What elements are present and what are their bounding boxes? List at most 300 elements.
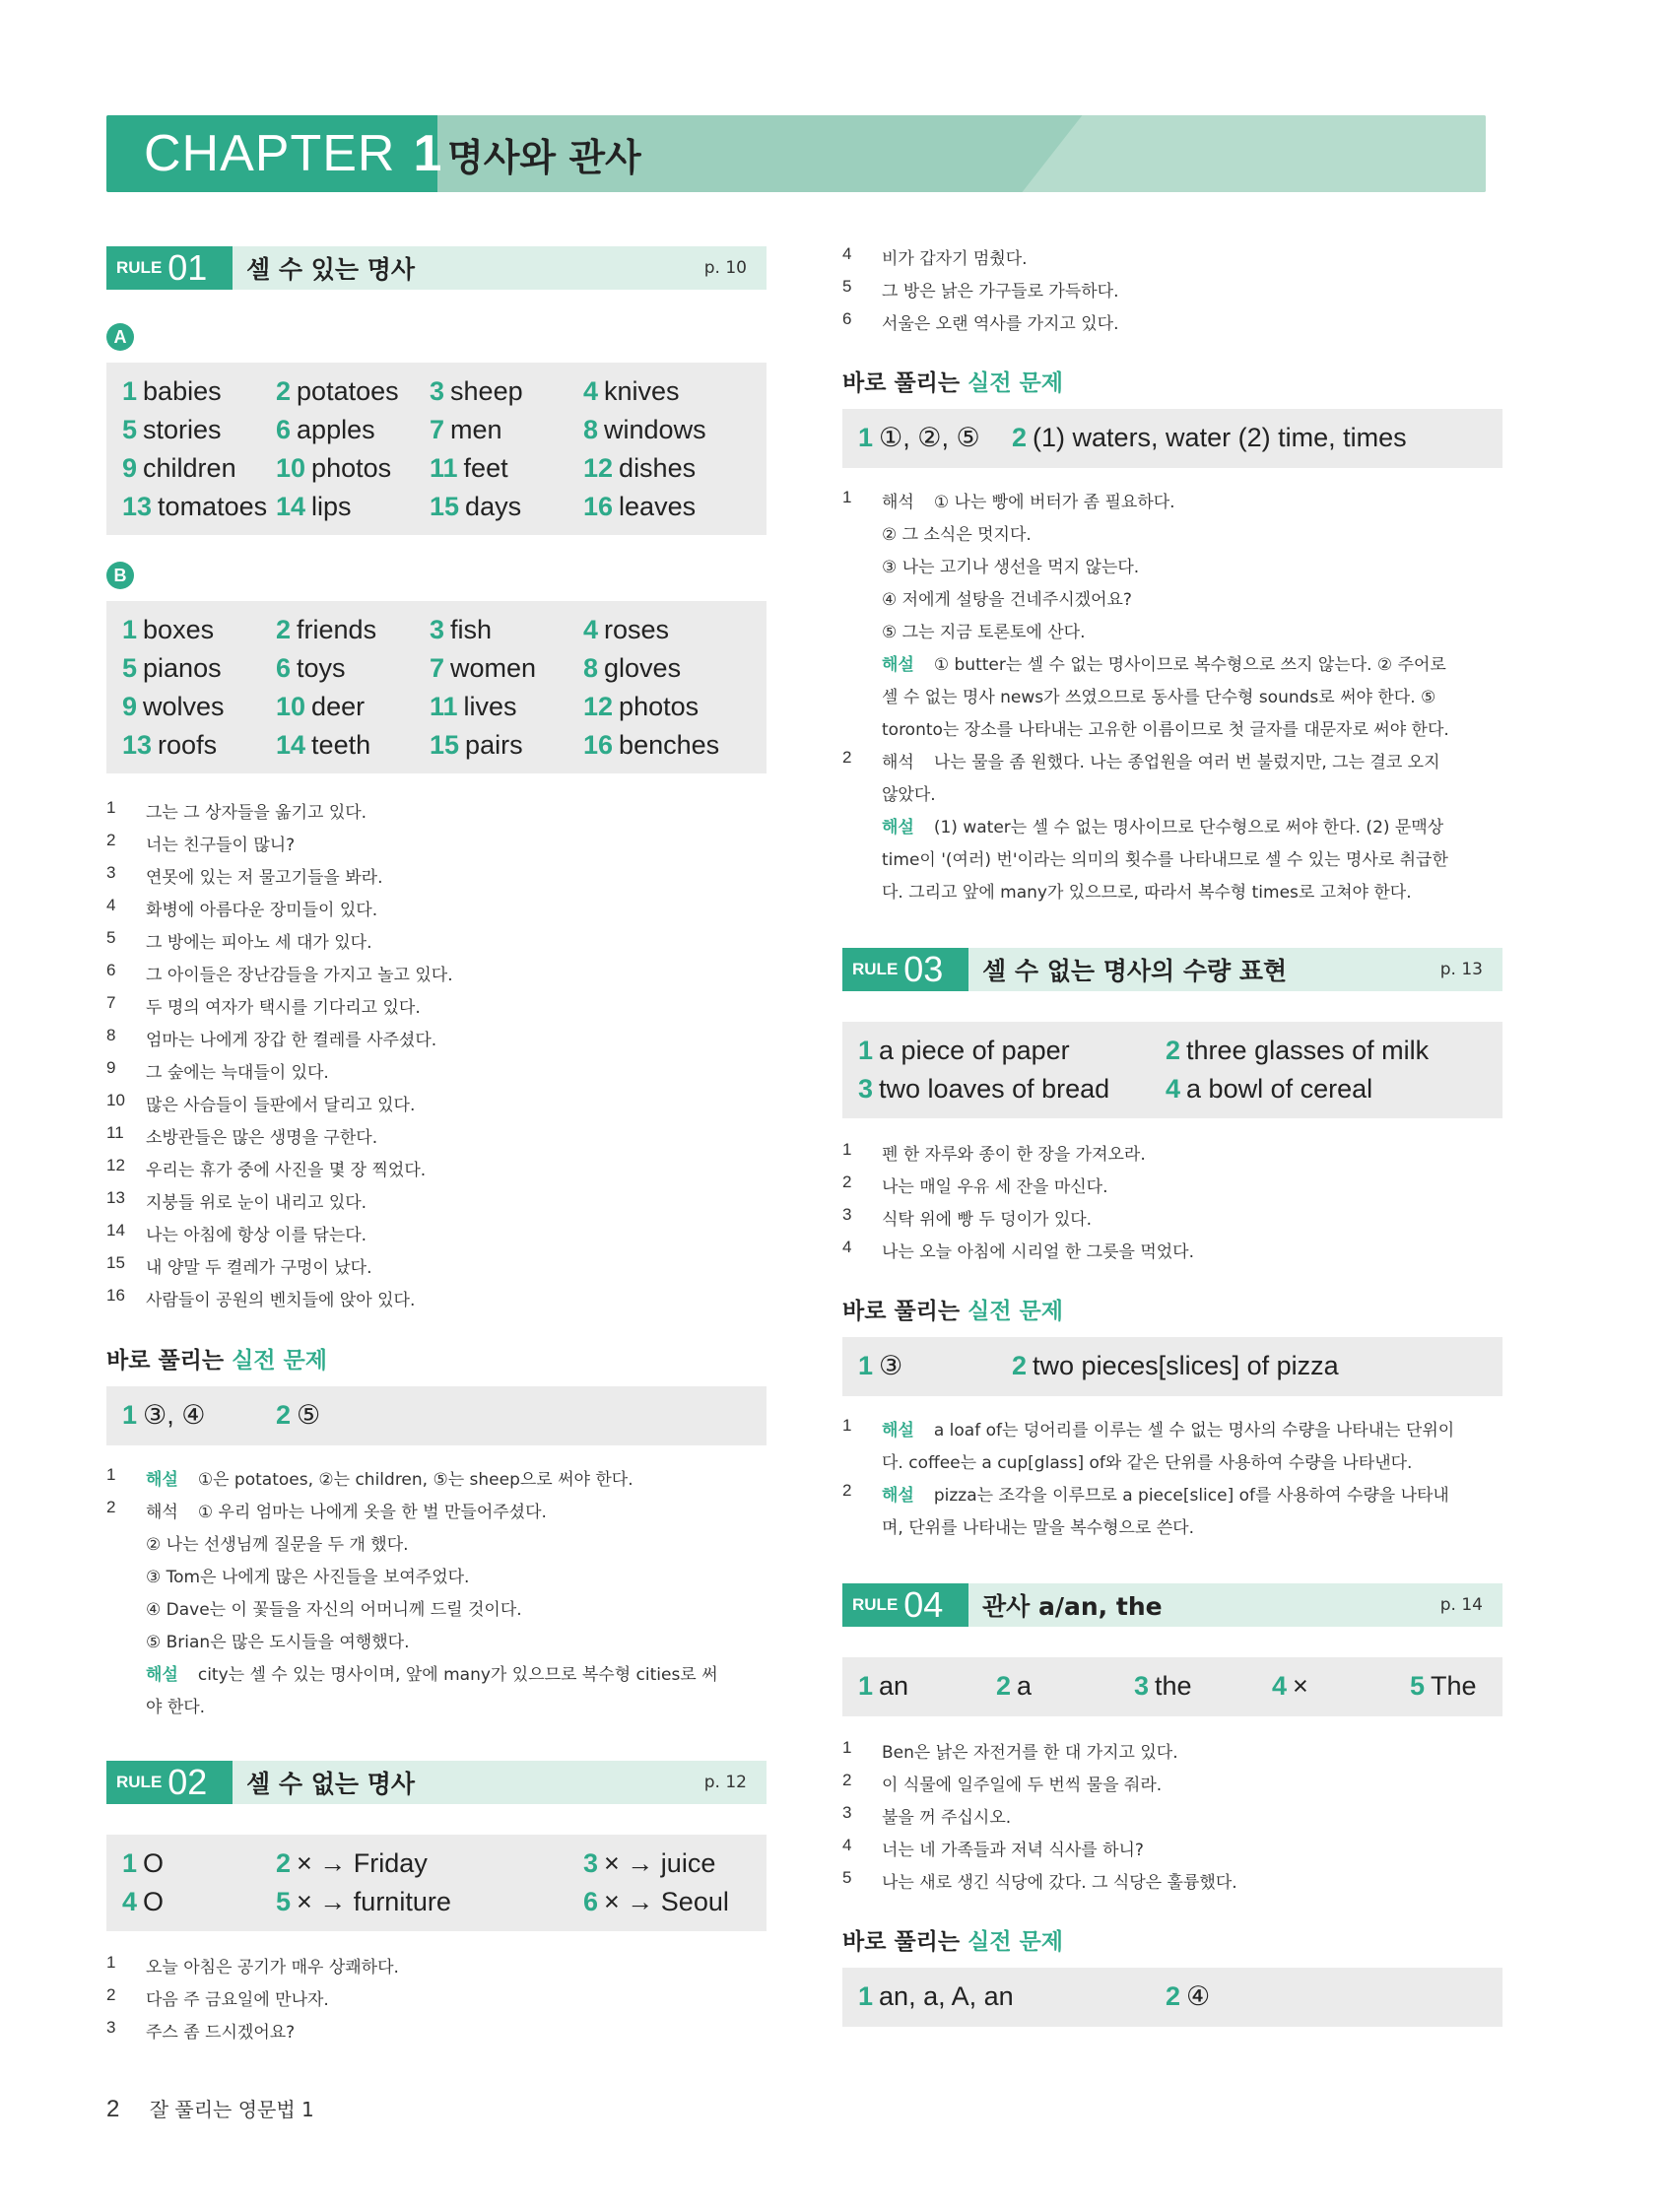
item-number: 12 [106, 1156, 125, 1174]
answer-text: ③, ④ [143, 1400, 206, 1430]
item-number: 3 [842, 1803, 852, 1822]
answer-text: toys [297, 653, 346, 683]
item-sentence: ①은 potatoes, ②는 children, ⑤는 sheep으로 써야 한다. [197, 1470, 634, 1490]
answer-text: three glasses of milk [1186, 1036, 1430, 1065]
answer-number: 2 [1166, 1981, 1181, 2011]
answer-text: pianos [143, 653, 222, 683]
answer-text: children [143, 453, 236, 483]
section-a-marker: A [106, 323, 134, 351]
item-sentence: 나는 물을 좀 원했다. 나는 종업원을 여러 번 불렀지만, 그는 결코 오지 [933, 753, 1440, 772]
item-sentence: ① 나는 빵에 버터가 좀 필요하다. [933, 493, 1175, 512]
answer-text: feet [463, 453, 508, 483]
answer-text: × → juice [604, 1848, 716, 1878]
answer-text: × → Friday [297, 1848, 428, 1878]
answer-number: 14 [276, 730, 306, 760]
rule-04-header [842, 1583, 1502, 1627]
answer-number: 3 [430, 376, 445, 406]
item-text: 지붕들 위로 눈이 내리고 있다. [146, 1193, 367, 1213]
answer-item [276, 692, 365, 722]
answer-number: 8 [583, 415, 599, 444]
chapter-number: 1 [413, 125, 442, 182]
practice-highlight: 실전 문제 [967, 1299, 1063, 1324]
answer-number: 5 [1410, 1671, 1426, 1701]
answer-number: 13 [122, 492, 153, 521]
answer-item [430, 453, 508, 484]
page-footer [106, 2094, 314, 2123]
rule-number: 01 [167, 247, 208, 288]
item-number: 2 [842, 1771, 852, 1789]
answer-number: 11 [430, 692, 458, 721]
answer-number: 14 [276, 492, 306, 521]
item-text [882, 780, 936, 805]
item-text [882, 1513, 1194, 1538]
item-text: 내 양말 두 켤레가 구멍이 났다. [146, 1258, 372, 1278]
item-text: 이 식물에 일주일에 두 번씩 물을 줘라. [882, 1776, 1163, 1795]
answer-text: tomatoes [158, 492, 268, 521]
answer-item [430, 692, 517, 722]
rule-badge [842, 1583, 968, 1627]
answer-text: photos [311, 453, 392, 483]
rule-number: 04 [903, 1584, 944, 1625]
answer-number: 1 [858, 1981, 874, 2011]
item-number: 2 [842, 1173, 852, 1191]
practice-1-title [106, 1342, 327, 1374]
answer-item [430, 615, 492, 645]
answer-text: O [143, 1848, 165, 1878]
answer-item [583, 1887, 729, 1917]
answer-text: photos [619, 692, 700, 721]
answer-number: 7 [430, 415, 445, 444]
answer-number: 4 [583, 615, 599, 644]
answer-number: 4 [1272, 1671, 1288, 1701]
item-text: 많은 사슴들이 들판에서 달리고 있다. [146, 1096, 416, 1115]
answer-number: 12 [583, 692, 614, 721]
practice-3-title [842, 1293, 1063, 1325]
item-sentence: ⑤ 그는 지금 토론토에 산다. [882, 623, 1086, 642]
answer-item [276, 1400, 320, 1431]
item-sentence: city는 셀 수 있는 명사이며, 앞에 many가 있으므로 복수형 cities로 써 [197, 1665, 718, 1685]
answer-text: a [1017, 1671, 1033, 1701]
item-text: 비가 갑자기 멈췄다. [882, 249, 1028, 269]
answer-item [122, 730, 217, 761]
answer-text: potatoes [297, 376, 399, 406]
item-text [146, 1693, 205, 1717]
item-sentence: ① 우리 엄마는 나에게 옷을 한 벌 만들어주셨다. [197, 1503, 547, 1522]
answer-text: teeth [311, 730, 371, 760]
answer-number: 2 [276, 615, 292, 644]
answer-item [122, 653, 222, 684]
answer-item [122, 415, 222, 445]
item-number: 14 [106, 1221, 125, 1240]
rule-title: 셀 수 없는 명사의 수량 표현 [982, 957, 1288, 985]
item-sentence: 야 한다. [146, 1698, 206, 1717]
answer-text: women [450, 653, 537, 683]
item-number: 4 [842, 1836, 852, 1854]
item-number: 5 [842, 277, 852, 296]
rule-number: 02 [167, 1762, 208, 1802]
chapter-label [106, 115, 442, 192]
item-number: 1 [842, 1140, 852, 1159]
answer-text: ③ [879, 1351, 903, 1380]
answer-text: a piece of paper [879, 1036, 1070, 1065]
item-sentence: 셀 수 없는 명사 news가 쓰였으므로 동사를 단수형 sounds로 써야 한다. ⑤ [882, 688, 1436, 707]
answer-text: × → furniture [297, 1887, 451, 1916]
item-text: 다음 주 금요일에 만나자. [146, 1990, 329, 2010]
item-number: 3 [842, 1205, 852, 1224]
answer-number: 16 [583, 730, 614, 760]
chapter-word: CHAPTER [144, 125, 396, 182]
item-number: 3 [106, 2018, 116, 2037]
answer-text: windows [604, 415, 706, 444]
practice-highlight: 실전 문제 [967, 370, 1063, 396]
item-number: 2 [842, 1481, 852, 1500]
item-number: 6 [842, 309, 852, 328]
practice-prefix: 바로 풀리는 [842, 1929, 968, 1955]
answer-number: 5 [276, 1887, 292, 1916]
answer-number: 4 [122, 1887, 138, 1916]
answer-text: a bowl of cereal [1186, 1074, 1373, 1104]
rule-page-ref: p. 12 [703, 1773, 747, 1792]
item-number: 1 [842, 1416, 852, 1435]
answer-number: 1 [122, 376, 138, 406]
item-number: 1 [106, 1465, 116, 1484]
item-text: 불을 꺼 주십시오. [882, 1808, 1012, 1828]
answer-number: 10 [276, 692, 306, 721]
answer-item [1134, 1671, 1192, 1702]
practice-1-answers [106, 1386, 767, 1445]
item-text [146, 1563, 469, 1587]
item-text: 나는 아침에 항상 이를 닦는다. [146, 1226, 367, 1245]
item-number: 10 [106, 1091, 125, 1109]
item-sentence: 않았다. [882, 785, 936, 805]
answer-text: lives [463, 692, 517, 721]
item-text: 그 숲에는 늑대들이 있다. [146, 1063, 329, 1083]
answer-number: 6 [276, 415, 292, 444]
item-text [882, 553, 1139, 577]
answer-number: 6 [583, 1887, 599, 1916]
item-text: 주스 좀 드시겠어요? [146, 2023, 296, 2043]
item-number: 9 [106, 1058, 116, 1077]
answer-text: The [1431, 1671, 1477, 1701]
item-number: 1 [842, 1738, 852, 1757]
answer-item [996, 1671, 1032, 1702]
answer-item [1272, 1671, 1308, 1702]
chapter-header [106, 115, 1486, 192]
answer-text: two loaves of bread [879, 1074, 1110, 1104]
answer-text: knives [604, 376, 680, 406]
item-number: 8 [106, 1026, 116, 1044]
item-number: 4 [106, 896, 116, 914]
answer-item [122, 453, 236, 484]
item-sentence: time이 '(여러) 번'이라는 의미의 횟수를 나타내므로 셀 수 있는 명사로 취급한 [882, 850, 1448, 870]
item-sentence: 다. 그리고 앞에 many가 있으므로, 따라서 복수형 times로 고쳐야 한다. [882, 883, 1412, 903]
item-sentence: ② 나는 선생님께 질문을 두 개 했다. [146, 1535, 409, 1555]
rule-title: 관사 a/an, the [982, 1592, 1163, 1621]
answer-item [583, 730, 719, 761]
answer-number: 15 [430, 492, 460, 521]
item-sentence: pizza는 조각을 이루므로 a piece[slice] of를 사용하여 수량을 나타내 [933, 1486, 1449, 1506]
answer-number: 1 [122, 1400, 138, 1430]
answer-item [1410, 1671, 1477, 1702]
answer-item [430, 730, 523, 761]
rule-page-ref: p. 14 [1439, 1595, 1483, 1615]
item-text [882, 650, 1446, 675]
item-number: 5 [842, 1868, 852, 1887]
answer-text: pairs [465, 730, 523, 760]
answer-item [276, 1887, 451, 1917]
answer-text: stories [143, 415, 222, 444]
answer-text: leaves [619, 492, 697, 521]
answer-text: × [1293, 1671, 1308, 1701]
answer-item [583, 453, 696, 484]
item-text [882, 585, 1132, 610]
item-number: 1 [106, 1953, 116, 1972]
answer-number: 5 [122, 653, 138, 683]
answer-item [122, 615, 214, 645]
answer-text: an [879, 1671, 909, 1701]
answer-number: 3 [583, 1848, 599, 1878]
answer-number: 2 [1012, 1351, 1028, 1380]
rule-02-header [106, 1761, 767, 1804]
answer-text: roses [604, 615, 670, 644]
rule-badge [106, 246, 233, 290]
answer-item [276, 492, 352, 522]
item-text [882, 1448, 1412, 1473]
item-text [882, 813, 1443, 838]
item-sentence: ② 그 소식은 멋지다. [882, 525, 1032, 545]
answer-text: dishes [619, 453, 697, 483]
explanation-label: 해설 [146, 1470, 178, 1490]
item-text: 나는 매일 우유 세 잔을 마신다. [882, 1177, 1108, 1197]
item-sentence: ④ 저에게 설탕을 건네주시겠어요? [882, 590, 1132, 610]
answer-item [583, 415, 706, 445]
answer-number: 2 [1012, 423, 1028, 452]
answer-item [858, 1036, 1070, 1066]
answer-text: days [465, 492, 522, 521]
book-title: 잘 풀리는 영문법 1 [149, 2098, 314, 2121]
answer-number: 9 [122, 692, 138, 721]
item-text: 오늘 아침은 공기가 매우 상쾌하다. [146, 1958, 399, 1977]
item-text: 너는 친구들이 많니? [146, 836, 296, 855]
answer-number: 2 [276, 376, 292, 406]
item-text [882, 683, 1435, 707]
item-number: 6 [106, 961, 116, 979]
section-b-marker: B [106, 562, 134, 589]
answer-text: ⑤ [297, 1400, 321, 1430]
item-text: 연못에 있는 저 물고기들을 봐라. [146, 868, 383, 888]
item-text: 펜 한 자루와 종이 한 장을 가져오라. [882, 1145, 1146, 1165]
item-number: 2 [106, 1498, 116, 1516]
item-text: 나는 오늘 아침에 시리얼 한 그릇을 먹었다. [882, 1242, 1195, 1262]
answer-text: apples [297, 415, 375, 444]
answer-item [858, 1671, 908, 1702]
item-text [146, 1660, 718, 1685]
item-sentence: 다. coffee는 a cup[glass] of와 같은 단위를 사용하여 수량을 나타낸다. [882, 1453, 1413, 1473]
explanation-label: 해설 [882, 655, 914, 675]
answer-text: an, a, A, an [879, 1981, 1014, 2011]
answer-text: gloves [604, 653, 682, 683]
answer-number: 9 [122, 453, 138, 483]
item-number: 4 [842, 1238, 852, 1256]
item-text [882, 618, 1085, 642]
rule-label: RULE [852, 960, 899, 978]
practice-highlight: 실전 문제 [967, 1929, 1063, 1955]
rule-01-header [106, 246, 767, 290]
item-sentence: ③ Tom은 나에게 많은 사진들을 보여주었다. [146, 1568, 470, 1587]
answer-item [122, 1400, 205, 1431]
answer-item [122, 1848, 164, 1879]
answer-item [583, 692, 699, 722]
rule-title: 셀 수 있는 명사 [246, 255, 416, 284]
answer-text: × → Seoul [604, 1887, 729, 1916]
answer-item [583, 615, 669, 645]
practice-prefix: 바로 풀리는 [842, 370, 968, 396]
rule-03-header [842, 948, 1502, 991]
item-text [146, 1465, 634, 1490]
answer-item [583, 376, 680, 407]
item-text: 사람들이 공원의 벤치들에 앉아 있다. [146, 1291, 416, 1310]
answer-number: 4 [583, 376, 599, 406]
answer-number: 1 [122, 615, 138, 644]
answer-text: sheep [450, 376, 523, 406]
answer-text: two pieces[slices] of pizza [1033, 1351, 1339, 1380]
answer-text: benches [619, 730, 720, 760]
answer-number: 2 [1166, 1036, 1181, 1065]
answer-item [122, 692, 225, 722]
answer-number: 4 [1166, 1074, 1181, 1104]
item-text [146, 1595, 522, 1620]
practice-highlight: 실전 문제 [232, 1348, 327, 1374]
item-text: 나는 새로 생긴 식당에 갔다. 그 식당은 훌륭했다. [882, 1873, 1237, 1893]
answer-number: 3 [858, 1074, 874, 1104]
answer-item [276, 615, 376, 645]
answer-item [430, 653, 536, 684]
item-text: 엄마는 나에게 장갑 한 켤레를 사주셨다. [146, 1031, 437, 1050]
answer-text: O [143, 1887, 165, 1916]
answer-text: lips [311, 492, 352, 521]
answer-item [858, 423, 980, 453]
item-number: 3 [106, 863, 116, 882]
item-text: 그 방은 낡은 가구들로 가득하다. [882, 282, 1119, 302]
item-text: 식탁 위에 빵 두 덩이가 있다. [882, 1210, 1093, 1230]
answer-text: (1) waters, water (2) time, times [1033, 423, 1407, 452]
item-text [146, 1498, 547, 1522]
item-text: Ben은 낡은 자전거를 한 대 가지고 있다. [882, 1743, 1178, 1763]
item-text [882, 1481, 1449, 1506]
explanation-label: 해설 [146, 1665, 178, 1685]
answer-number: 11 [430, 453, 458, 483]
item-text [882, 715, 1449, 740]
practice-2-title [842, 365, 1063, 397]
item-text: 소방관들은 많은 생명을 구한다. [146, 1128, 378, 1148]
item-sentence: ④ Dave는 이 꽃들을 자신의 어머니께 드릴 것이다. [146, 1600, 522, 1620]
answer-number: 1 [858, 423, 874, 452]
item-text [882, 1416, 1454, 1441]
answer-number: 7 [430, 653, 445, 683]
item-number: 15 [106, 1253, 125, 1272]
translation-label: 해석 [882, 753, 914, 772]
item-number: 2 [106, 831, 116, 849]
item-number: 1 [842, 488, 852, 506]
translation-label: 해석 [882, 493, 914, 512]
answer-item [1012, 423, 1407, 453]
answer-item [1166, 1981, 1210, 2012]
answer-text: babies [143, 376, 222, 406]
rule-label: RULE [116, 258, 163, 277]
item-sentence: ⑤ Brian은 많은 도시들을 여행했다. [146, 1633, 410, 1652]
answer-item [276, 376, 399, 407]
answer-number: 16 [583, 492, 614, 521]
item-number: 13 [106, 1188, 125, 1207]
item-sentence: ③ 나는 고기나 생선을 먹지 않는다. [882, 558, 1140, 577]
item-text: 그는 그 상자들을 옮기고 있다. [146, 803, 367, 823]
answer-number: 2 [276, 1400, 292, 1430]
item-text: 화병에 아름다운 장미들이 있다. [146, 901, 378, 920]
explanation-label: 해설 [882, 818, 914, 838]
answer-number: 3 [1134, 1671, 1150, 1701]
header-stripe [1023, 115, 1486, 192]
explanation-label: 해설 [882, 1421, 914, 1441]
answer-number: 1 [858, 1036, 874, 1065]
answer-number: 6 [276, 653, 292, 683]
practice-prefix: 바로 풀리는 [106, 1348, 233, 1374]
item-number: 5 [106, 928, 116, 947]
answer-number: 2 [996, 1671, 1012, 1701]
explanation-label: 해설 [882, 1486, 914, 1506]
answer-item [430, 415, 502, 445]
item-number: 16 [106, 1286, 125, 1305]
answer-number: 1 [858, 1671, 874, 1701]
answer-item [1166, 1036, 1429, 1066]
practice-prefix: 바로 풀리는 [842, 1299, 968, 1324]
answer-text: boxes [143, 615, 215, 644]
item-number: 2 [842, 748, 852, 767]
answer-item [276, 730, 370, 761]
item-sentence: (1) water는 셀 수 없는 명사이므로 단수형으로 써야 한다. (2) 문맥상 [933, 818, 1444, 838]
chapter-title: 명사와 관사 [447, 135, 641, 179]
item-sentence: 며, 단위를 나타내는 말을 복수형으로 쓴다. [882, 1518, 1195, 1538]
rule-label: RULE [116, 1773, 163, 1791]
item-sentence: ① butter는 셀 수 없는 명사이므로 복수형으로 쓰지 않는다. ② 주어로 [933, 655, 1446, 675]
item-text [882, 878, 1412, 903]
item-text [882, 520, 1032, 545]
answer-number: 2 [276, 1848, 292, 1878]
answer-text: friends [297, 615, 377, 644]
answer-item [1166, 1074, 1372, 1105]
rule-badge [842, 948, 968, 991]
answer-number: 13 [122, 730, 153, 760]
item-number: 11 [106, 1123, 124, 1142]
item-text: 그 아이들은 장난감들을 가지고 놀고 있다. [146, 966, 453, 985]
item-number: 2 [106, 1985, 116, 2004]
item-text: 그 방에는 피아노 세 대가 있다. [146, 933, 372, 953]
rule-title: 셀 수 없는 명사 [246, 1770, 416, 1798]
item-text [882, 845, 1448, 870]
answer-text: the [1155, 1671, 1192, 1701]
answer-text: ④ [1186, 1981, 1211, 2011]
item-number: 1 [106, 798, 116, 817]
answer-item [122, 376, 222, 407]
item-text: 서울은 오랜 역사를 가지고 있다. [882, 314, 1119, 334]
rule-label: RULE [852, 1595, 899, 1614]
item-number: 7 [106, 993, 116, 1012]
rule-number: 03 [903, 949, 944, 989]
item-text: 우리는 휴가 중에 사진을 몇 장 찍었다. [146, 1161, 427, 1180]
rule-page-ref: p. 10 [703, 258, 747, 278]
answer-item [276, 1848, 428, 1879]
answer-item [276, 415, 375, 445]
answer-text: men [450, 415, 502, 444]
